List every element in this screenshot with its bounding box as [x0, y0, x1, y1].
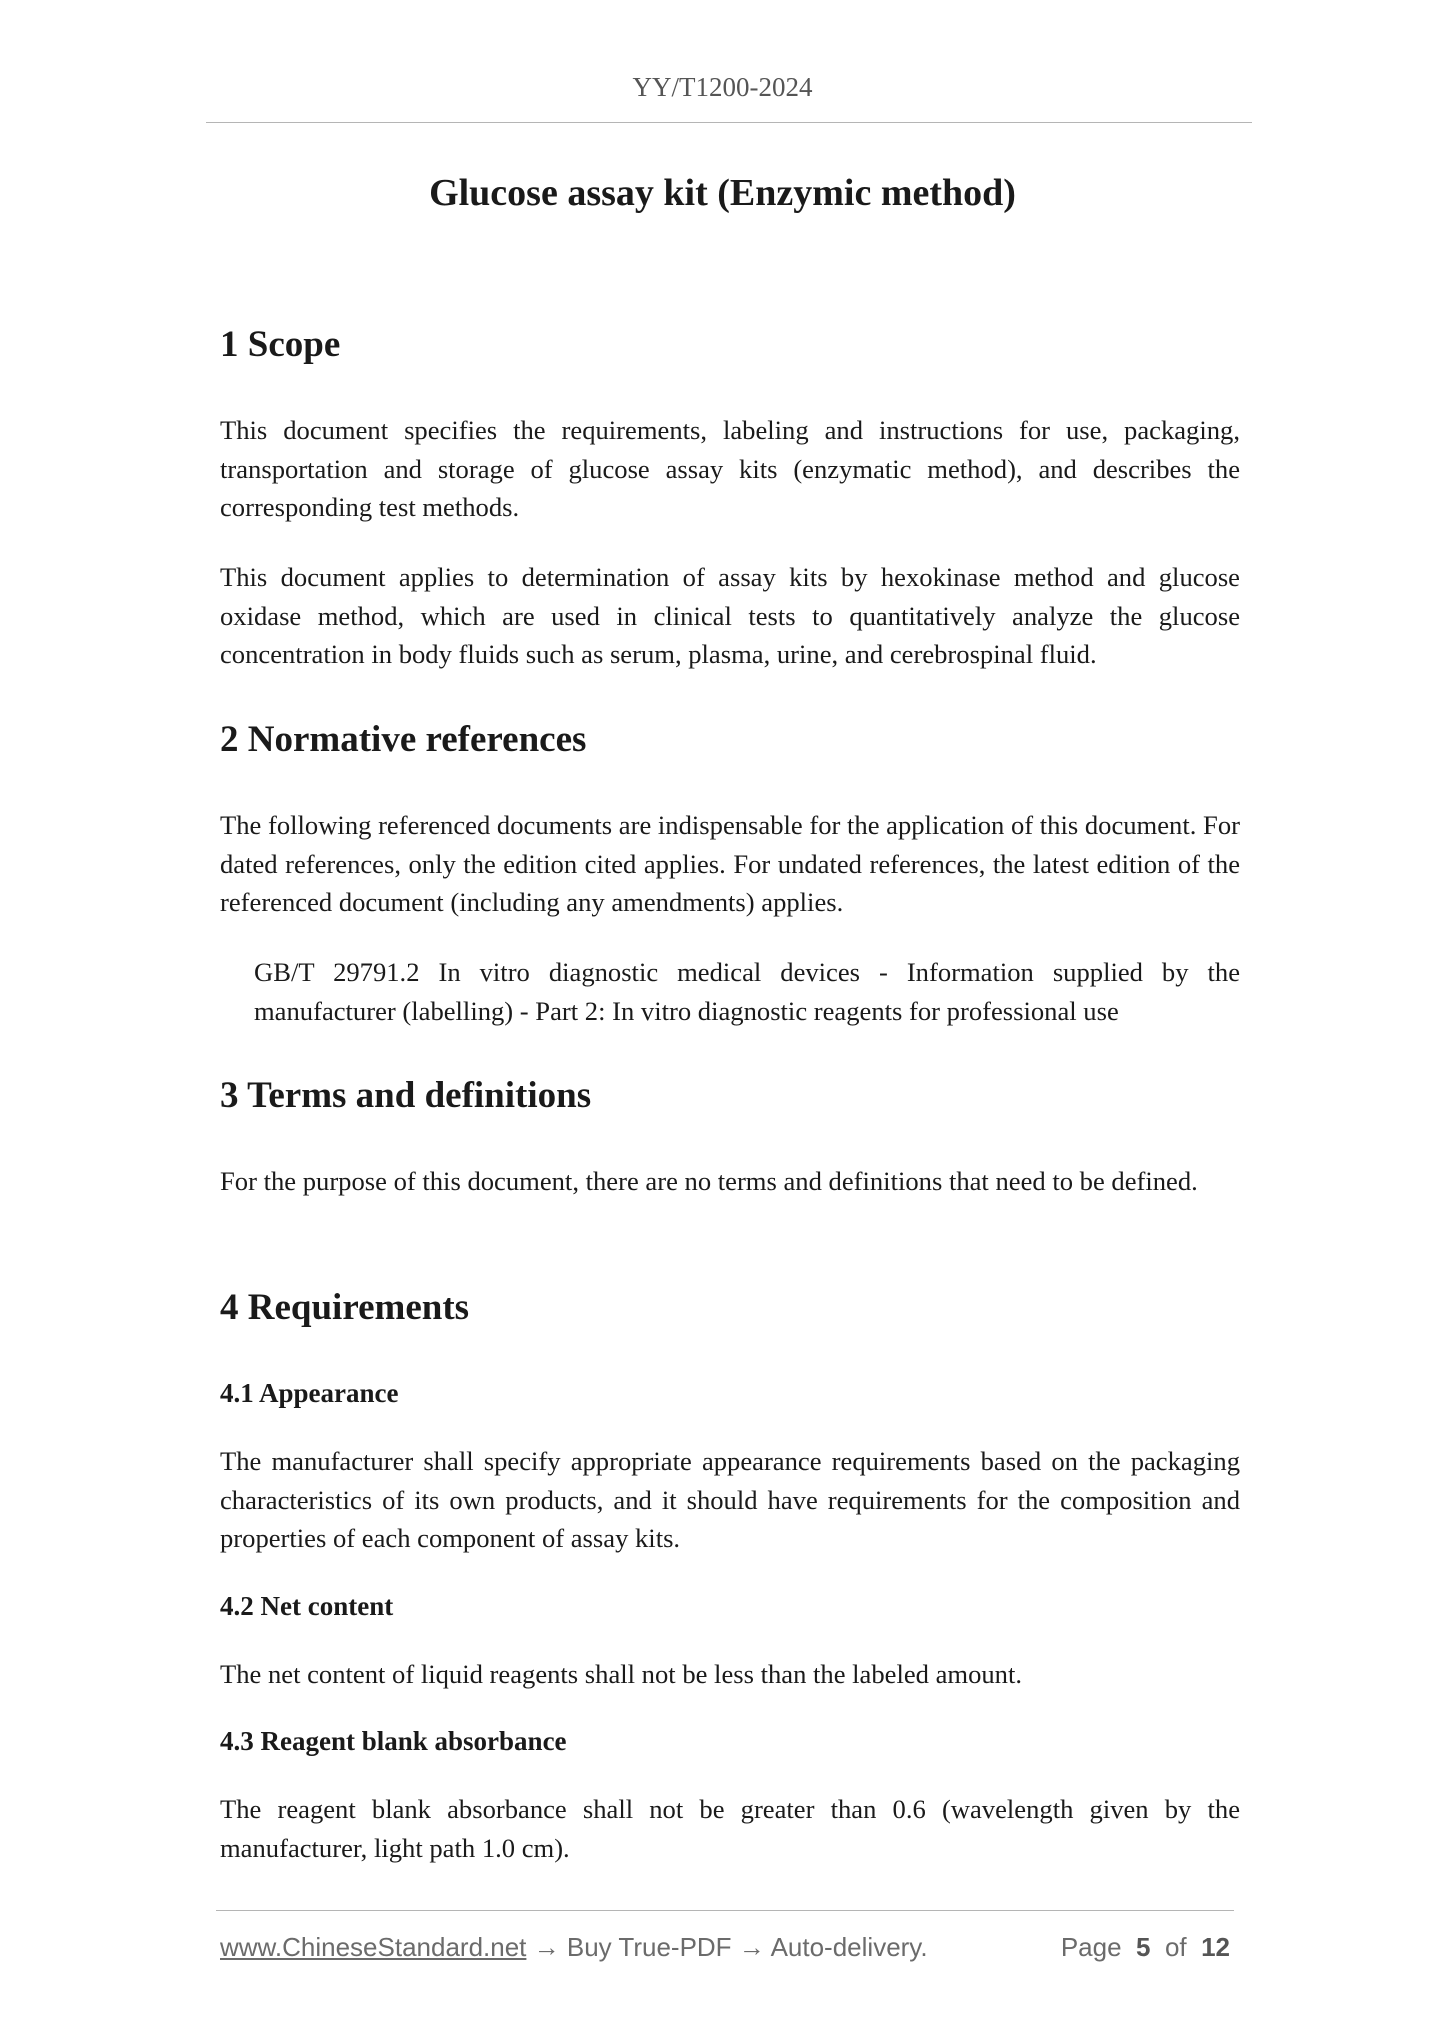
subsection-heading-net-content: 4.2 Net content: [220, 1591, 394, 1621]
subsection-heading-appearance: 4.1 Appearance: [220, 1378, 399, 1408]
net-content-paragraph: The net content of liquid reagents shall not be less than the labeled amount.: [220, 1659, 1023, 1689]
appearance-paragraph: The manufacturer shall specify appropriate appearance requirements based on the packaging characteristics of its own products, and it should have requirements for the composition and properties of each component of assay kits.: [220, 1446, 1240, 1553]
reagent-blank-paragraph: The reagent blank absorbance shall not be greater than 0.6 (wavelength given by the manufacturer, light path 1.0 cm).: [220, 1794, 1240, 1863]
section-heading-terms: 3 Terms and definitions: [220, 1075, 592, 1116]
page-label: Page: [1060, 1932, 1122, 1962]
normative-paragraph: The following referenced documents are indispensable for the application of this document. For dated references, only the edition cited applies. For undated references, the latest edition of the referenced document (including any amendments) applies.: [220, 810, 1240, 917]
page-footer: [220, 1930, 1230, 1964]
normative-reference-item: GB/T 29791.2 In vitro diagnostic medical devices - Information supplied by the manufacturer (labelling) - Part 2: In vitro diagnostic reagents for professional use: [254, 957, 1240, 1026]
page-indicator: [1061, 1930, 1230, 1964]
subsection-heading-reagent-blank: 4.3 Reagent blank absorbance: [220, 1726, 567, 1756]
section-heading-requirements: 4 Requirements: [220, 1287, 470, 1328]
section-heading-scope: 1 Scope: [220, 324, 341, 365]
current-page-number: 5: [1136, 1932, 1151, 1962]
document-title: Glucose assay kit (Enzymic method): [429, 172, 1016, 214]
footer-promo-text: → Buy True-PDF → Auto-delivery.: [526, 1932, 928, 1962]
page-of-label: of: [1164, 1932, 1187, 1962]
footer-divider: [216, 1910, 1234, 1911]
website-link[interactable]: www.ChineseStandard.net: [220, 1932, 527, 1962]
document-code: YY/T1200-2024: [632, 72, 813, 102]
scope-paragraph-1: This document specifies the requirements, labeling and instructions for use, packaging, transportation and storage of glucose assay kits (enzymatic method), and describes the corresponding test methods.: [220, 415, 1240, 522]
scope-paragraph-2: This document applies to determination of assay kits by hexokinase method and glucose oxidase method, which are used in clinical tests to quantitatively analyze the glucose concentration in body fluids such as serum, plasma, urine, and cerebrospinal fluid.: [220, 562, 1240, 669]
section-heading-normative-references: 2 Normative references: [220, 719, 587, 760]
header-divider: [206, 122, 1252, 123]
terms-paragraph: For the purpose of this document, there are no terms and definitions that need to be defined.: [220, 1166, 1198, 1196]
total-pages-number: 12: [1201, 1932, 1230, 1962]
